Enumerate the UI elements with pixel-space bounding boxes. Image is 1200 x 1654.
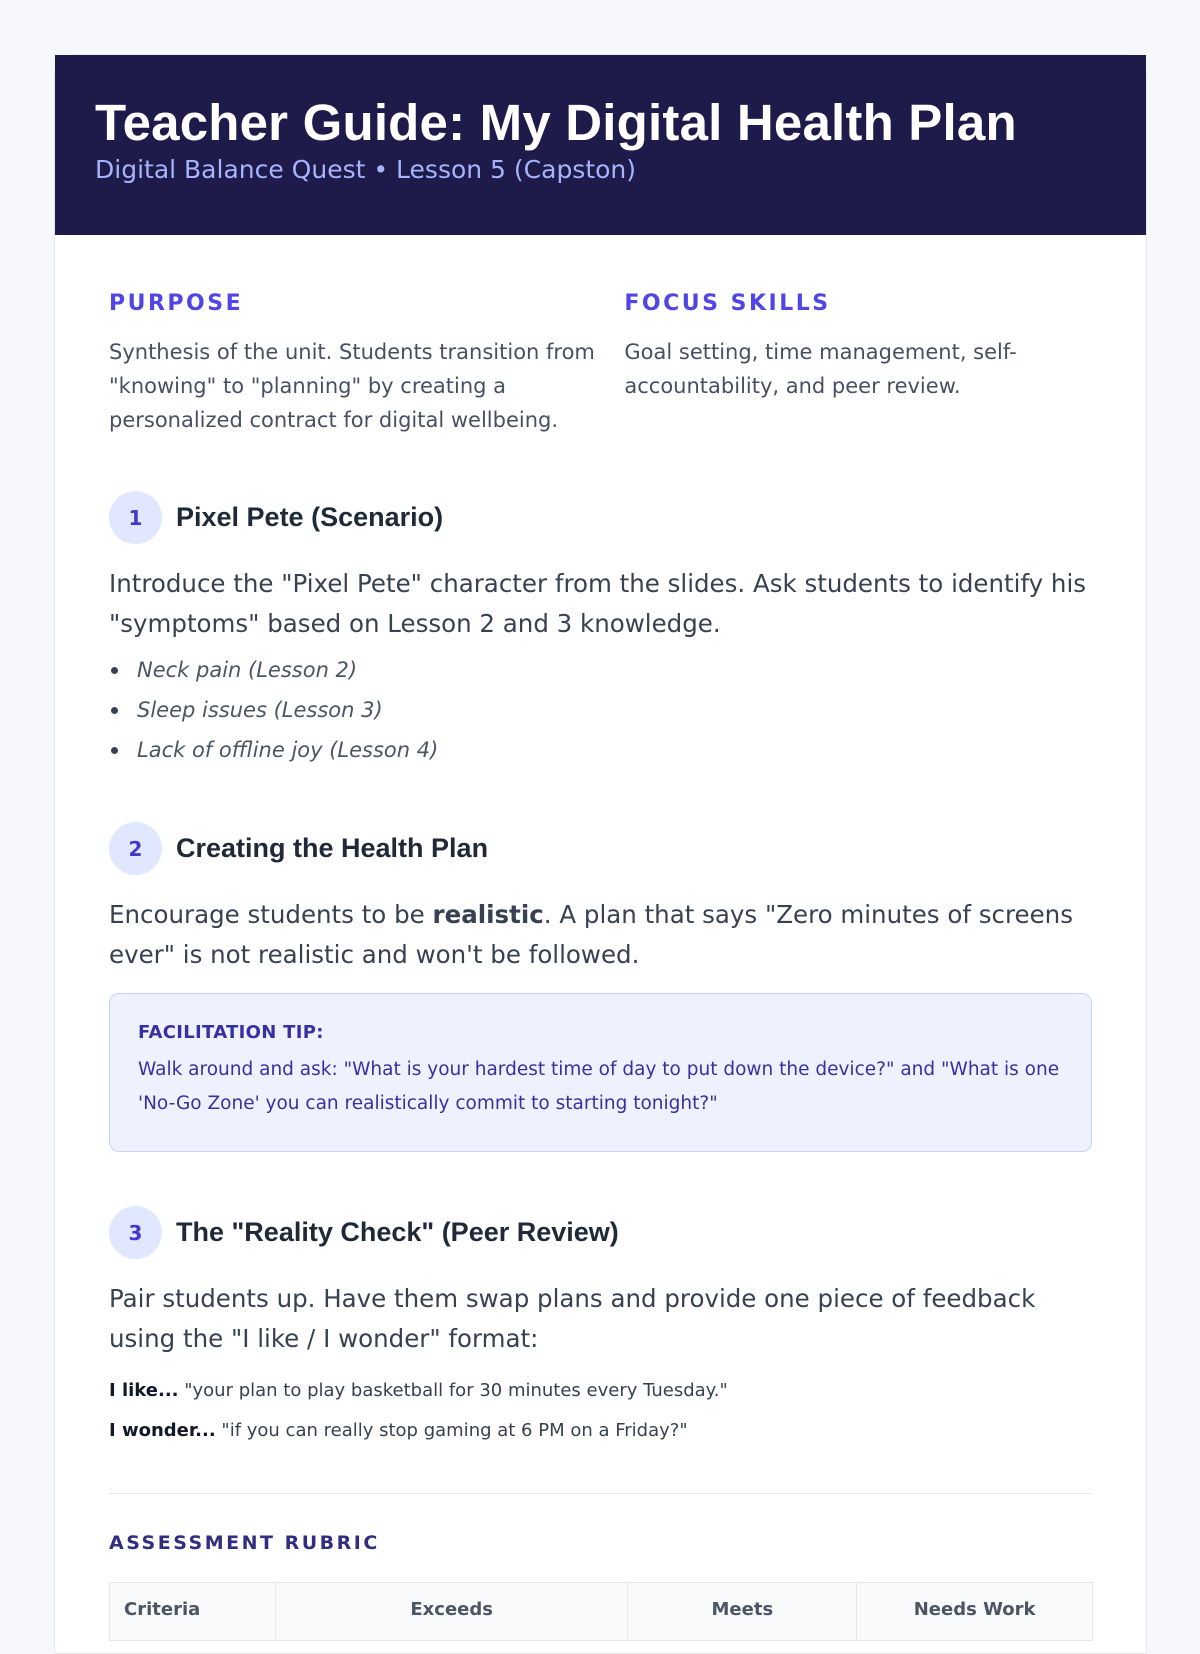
- column-header: Meets: [628, 1583, 857, 1641]
- section-number-badge: 2: [109, 822, 162, 875]
- facilitation-tip: [109, 993, 1092, 1152]
- list-item: Neck pain (Lesson 2): [109, 650, 1092, 690]
- section-number-badge: 3: [109, 1206, 162, 1259]
- table-header-row: [110, 1583, 1093, 1641]
- body-text: . A plan that says "Zero minutes of screens ever" is not realistic and won't be followed.: [109, 900, 1073, 969]
- section-2-header: [109, 822, 1092, 875]
- purpose-block: [109, 289, 624, 437]
- tip-label: FACILITATION TIP:: [138, 1022, 324, 1043]
- section-3-header: [109, 1206, 1092, 1259]
- column-header: Exceeds: [275, 1583, 628, 1641]
- section-body: Introduce the "Pixel Pete" character from the slides. Ask students to identify his "symptoms" based on Lesson 2 and 3 knowledge.: [109, 569, 1087, 638]
- section-1: [109, 491, 1092, 770]
- purpose-label: PURPOSE: [109, 291, 244, 316]
- guide-content: [55, 289, 1146, 1641]
- focus-skills-label: FOCUS SKILLS: [624, 291, 831, 316]
- page-subtitle: Digital Balance Quest • Lesson 5 (Capston): [95, 155, 637, 184]
- feedback-wonder: [109, 1411, 1092, 1451]
- page-header: [55, 55, 1146, 235]
- tip-text: Walk around and ask: "What is your hardest time of day to put down the device?" and "What is one 'No-Go Zone' you can realistically commit to starting tonight?": [138, 1059, 1060, 1114]
- page-title: Teacher Guide: My Digital Health Plan: [95, 94, 1017, 151]
- list-item: Sleep issues (Lesson 3): [109, 690, 1092, 730]
- rubric-table: [109, 1582, 1093, 1641]
- body-emphasis: realistic: [432, 900, 544, 929]
- section-body: Pair students up. Have them swap plans and provide one piece of feedback using the "I like / I wonder" format:: [109, 1284, 1036, 1353]
- section-title: Creating the Health Plan: [176, 833, 489, 863]
- feedback-like: [109, 1371, 1092, 1411]
- focus-skills-block: [624, 289, 1092, 437]
- feedback-lead: I like...: [109, 1380, 179, 1401]
- divider: [109, 1493, 1092, 1494]
- section-title: The "Reality Check" (Peer Review): [176, 1217, 619, 1247]
- purpose-text: Synthesis of the unit. Students transition from "knowing" to "planning" by creating a personalized contract for digital wellbeing.: [109, 340, 595, 432]
- section-title: Pixel Pete (Scenario): [176, 502, 444, 532]
- symptom-list: [109, 650, 1092, 770]
- feedback-text: "your plan to play basketball for 30 minutes every Tuesday.": [178, 1380, 728, 1401]
- overview: [109, 289, 1092, 437]
- guide-card: [54, 54, 1147, 1654]
- body-text: Encourage students to be: [109, 900, 433, 929]
- section-2: [109, 822, 1092, 1152]
- feedback-examples: [109, 1371, 1092, 1451]
- section-number-badge: 1: [109, 491, 162, 544]
- column-header: Needs Work: [857, 1583, 1093, 1641]
- focus-skills-text: Goal setting, time management, self-accountability, and peer review.: [624, 340, 1017, 398]
- rubric-label: ASSESSMENT RUBRIC: [109, 1532, 380, 1554]
- section-1-header: [109, 491, 1092, 544]
- section-3: [109, 1206, 1092, 1451]
- feedback-text: "if you can really stop gaming at 6 PM on a Friday?": [215, 1420, 688, 1441]
- feedback-lead: I wonder...: [109, 1420, 216, 1441]
- section-body: [109, 895, 1092, 975]
- list-item: Lack of offline joy (Lesson 4): [109, 730, 1092, 770]
- column-header: Criteria: [110, 1583, 276, 1641]
